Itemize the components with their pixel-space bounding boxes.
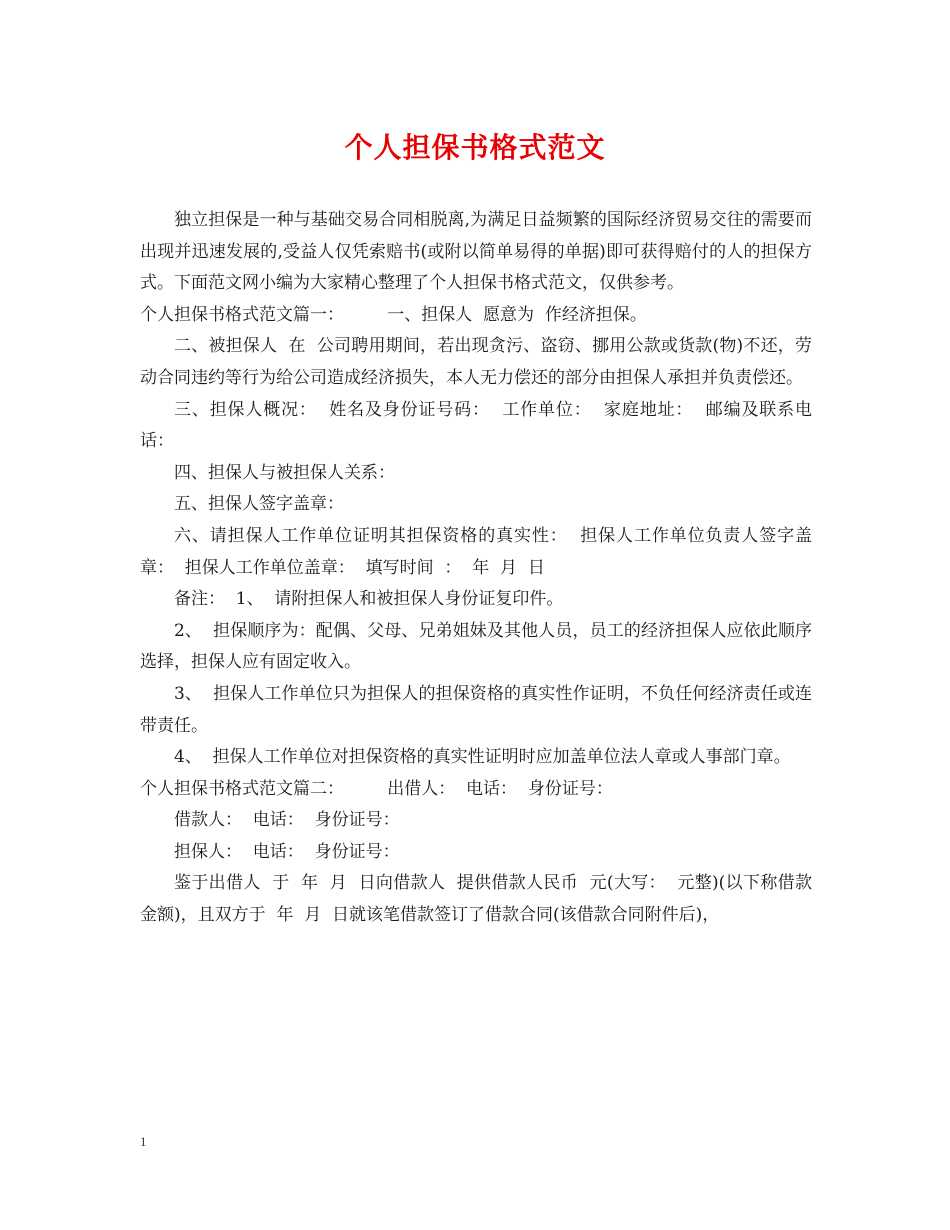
page-number: 1 <box>140 1134 147 1149</box>
paragraph: 借款人： 电话： 身份证号： <box>174 810 400 831</box>
paragraph: 鉴于出借人 于 年 月 日向借款人 提供借款人民币 元(大写： 元整)(以下称借款金额)，且双方于 年 月 日就该笔借款签订了借款合同(该借款合同附件后)， <box>140 873 812 926</box>
paragraph: 二、被担保人 在 公司聘用期间，若出现贪污、盗窃、挪用公款或货款(物)不还，劳动合同违约等行为给公司造成经济损失，本人无力偿还的部分由担保人承担并负责偿还。 <box>140 336 812 388</box>
paragraph: 个人担保书格式范文篇二： 出借人： 电话： 身份证号： <box>140 778 613 799</box>
paragraph: 担保人： 电话： 身份证号： <box>174 841 400 862</box>
paragraph: 四、担保人与被担保人关系： <box>174 462 395 483</box>
paragraph: 五、担保人签字盖章： <box>174 494 344 515</box>
paragraph: 六、请担保人工作单位证明其担保资格的真实性： 担保人工作单位负责人签字盖章： 担保人工作单位盖章： 填写时间 ： 年 月 日 <box>140 525 812 578</box>
paragraph: 3、 担保人工作单位只为担保人的担保资格的真实性作证明，不负任何经济责任或连带责任。 <box>140 683 812 736</box>
paragraph: 个人担保书格式范文篇一： 一、担保人 愿意为 作经济担保。 <box>140 304 647 325</box>
document-title: 个人担保书格式范文 <box>344 131 606 164</box>
paragraph: 备注： 1、 请附担保人和被担保人身份证复印件。 <box>174 589 564 610</box>
paragraph: 2、 担保顺序为：配偶、父母、兄弟姐妹及其他人员，员工的经济担保人应依此顺序选择，担保人应有固定收入。 <box>140 620 812 673</box>
paragraph: 独立担保是一种与基础交易合同相脱离,为满足日益频繁的国际经济贸易交往的需要而出现并迅速发展的,受益人仅凭索赔书(或附以简单易得的单据)即可获得赔付的人的担保方式。下面范文网小编为大家精心整理了个人担保书格式范文，仅供参考。 <box>140 210 812 294</box>
document-body <box>140 205 812 932</box>
paragraph: 4、 担保人工作单位对担保资格的真实性证明时应加盖单位法人章或人事部门章。 <box>174 747 791 768</box>
paragraph: 三、担保人概况： 姓名及身份证号码： 工作单位： 家庭地址： 邮编及联系电话： <box>140 399 812 452</box>
